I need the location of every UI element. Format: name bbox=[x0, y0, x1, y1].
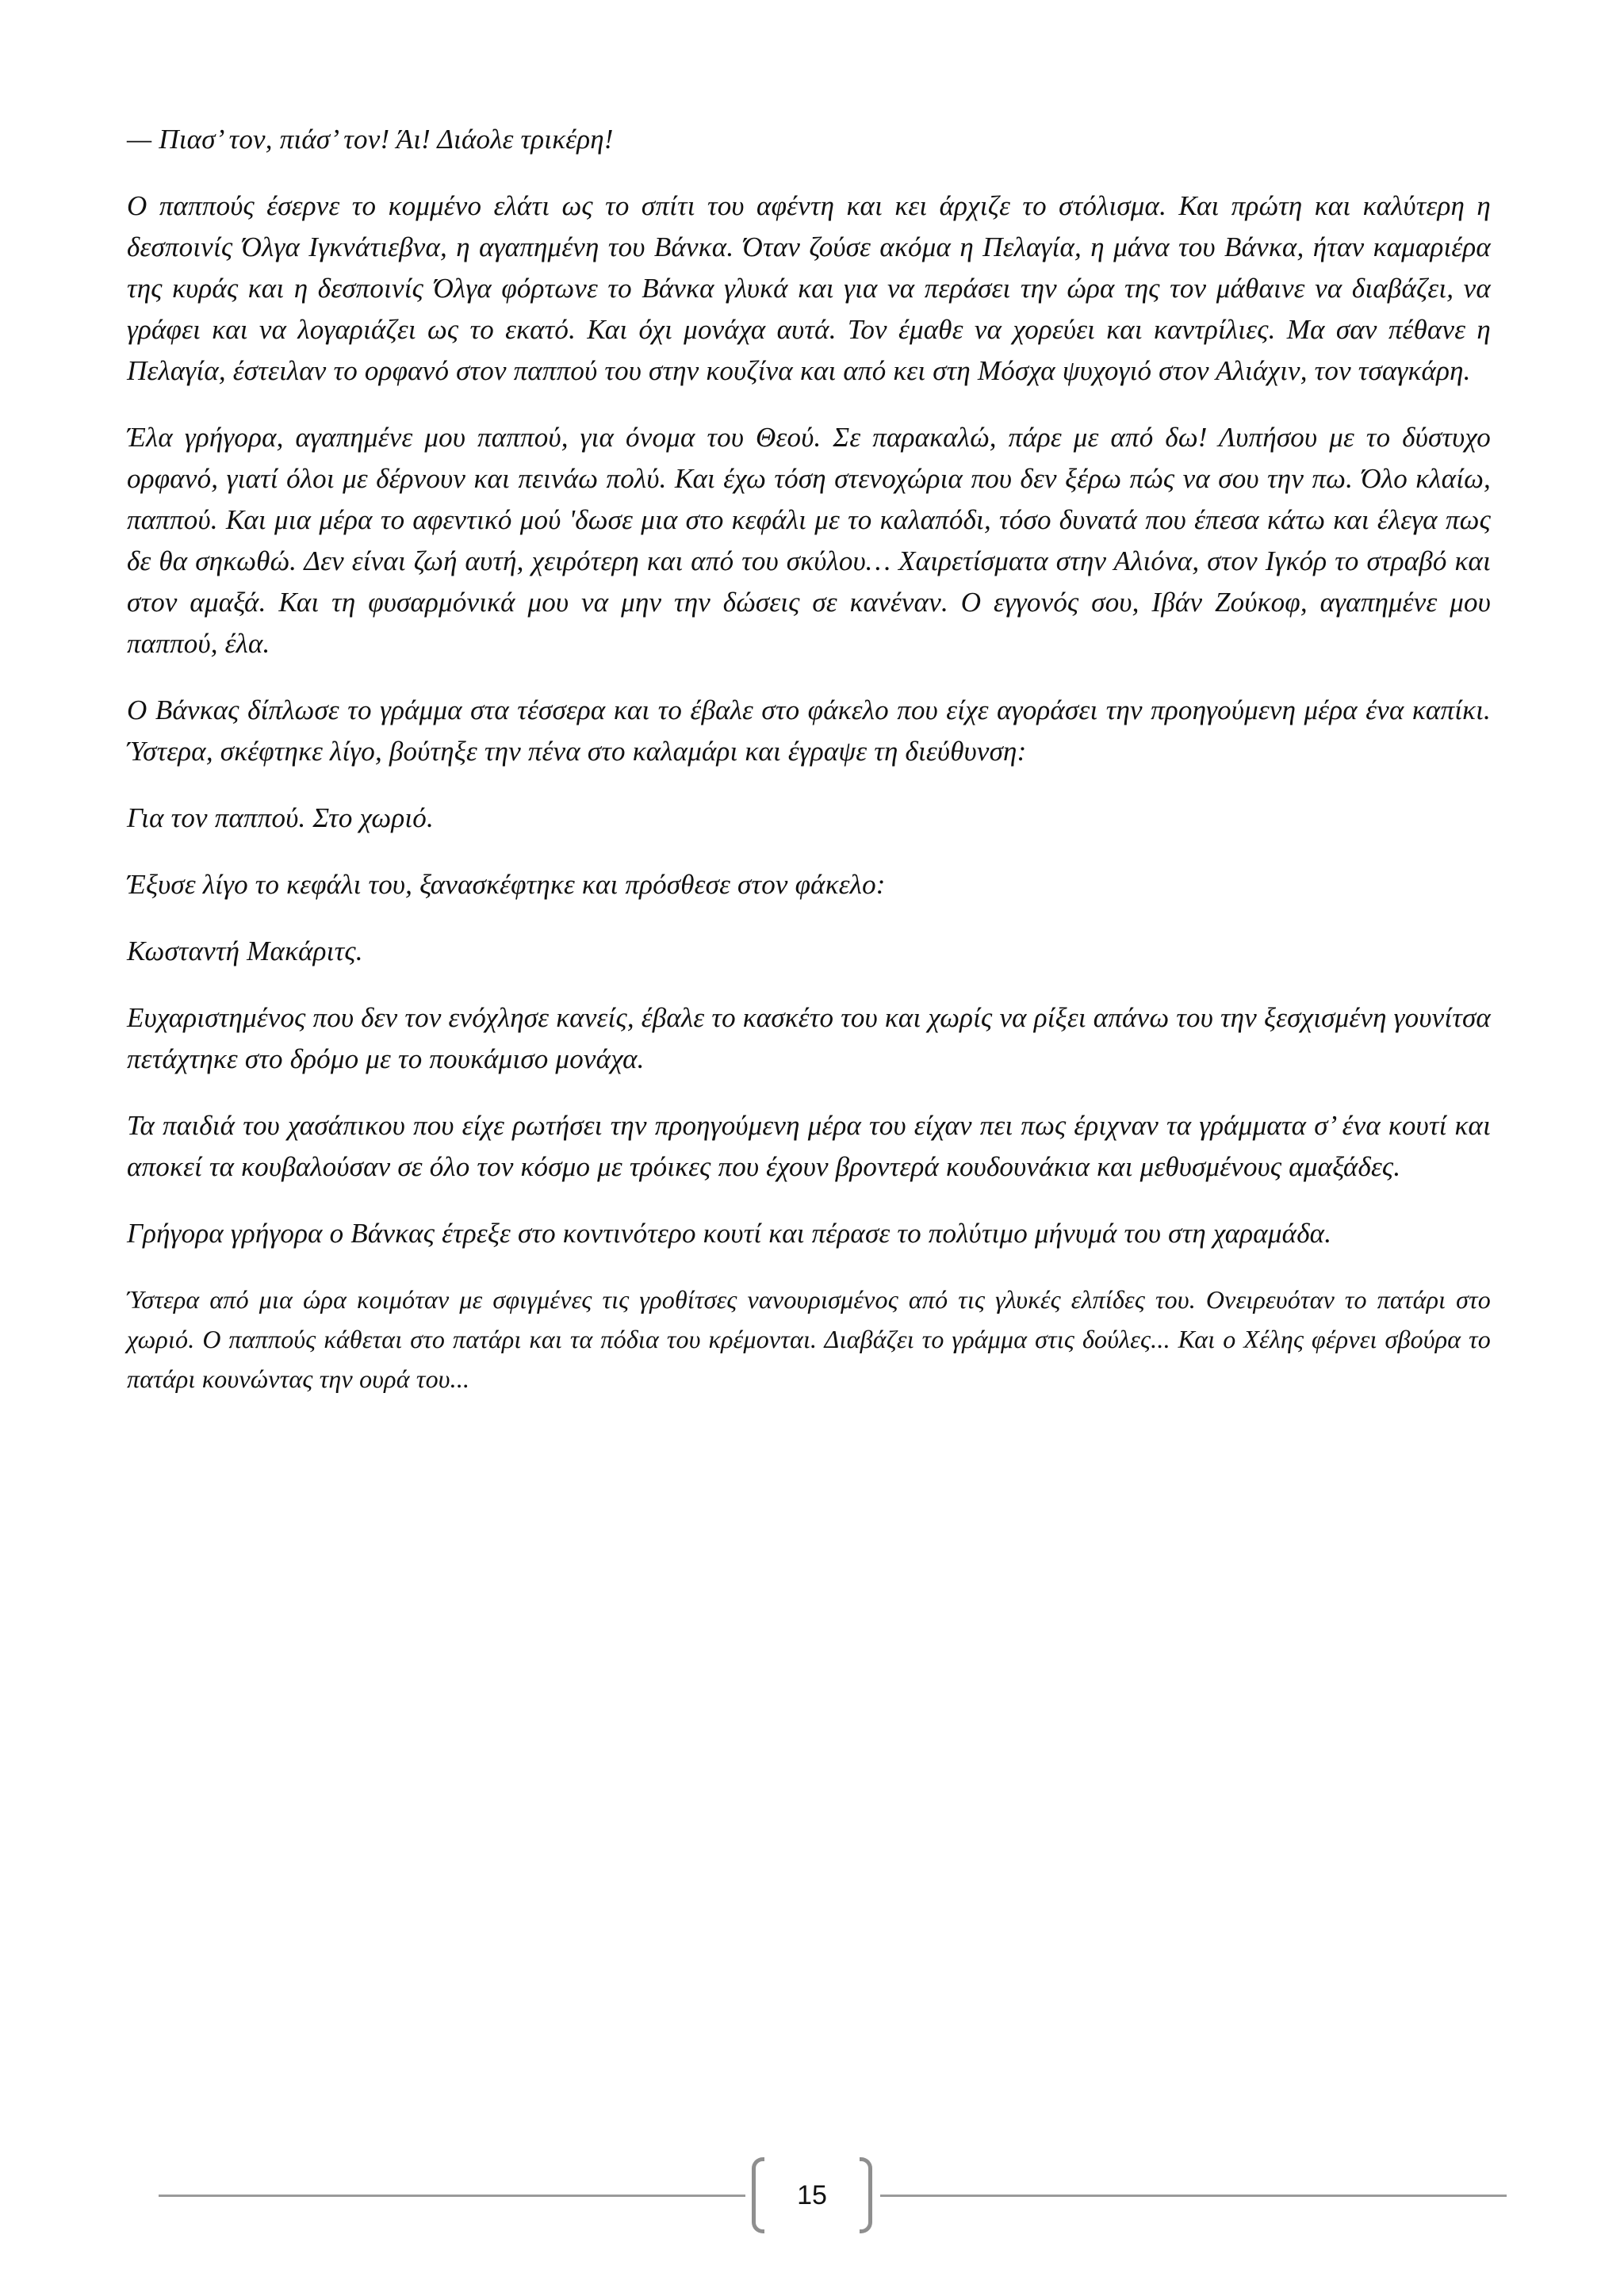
paragraph-butcher-boys: Τα παιδιά του χασάπικου που είχε ρωτήσει την προηγούμενη μέρα του είχαν πει πως έριχναν τα γράμματα σ’ ένα κουτί και αποκεί τα κουβαλούσαν σε όλο τον κόσμο με τρόικες που έχουν βροντερά κουδουνάκια και μεθυσμένους αμαξάδες. bbox=[127, 1110, 1491, 1182]
paragraph-grandfather-tree: Ο παππούς έσερνε το κομμένο ελάτι ως το σπίτι του αφέντη και κει άρχιζε το στόλισμα. Και πρώτη και καλύτερη η δεσποινίς Όλγα Ιγκνάτιεβνα, η αγαπημένη του Βάνκα. Όταν ζούσε ακόμα η Πελαγία, η μάνα του Βάνκα, ήταν καμαριέρα της κυράς και η δεσποινίς Όλγα φόρτωνε το Βάνκα γλυκά και για να περάσει την ώρα της τον μάθαινε να διαβάζει, να γράφει και να λογαριάζει ως το εκατό. Και όχι μονάχα αυτά. Τον έμαθε να χορεύει και καντρίλιες. Μα σαν πέθανε η Πελαγία, έστειλαν το ορφανό στον παππού του στην κουζίνα και από κει στη Μόσχα ψυχογιό στον Αλιάχιν, τον τσαγκάρη. bbox=[127, 190, 1491, 386]
footer-rule-right bbox=[880, 2195, 1507, 2197]
footer-rule-left bbox=[159, 2195, 745, 2197]
paragraph-recipient-name: Κωσταντή Μακάριτς. bbox=[127, 936, 363, 966]
paragraph-dialogue: — Πιασ’ τον, πιάσ’ τον! Άι! Διάολε τρικέρη! bbox=[127, 124, 614, 155]
left-bracket-icon bbox=[752, 2157, 764, 2233]
page-number: 15 bbox=[797, 2180, 827, 2210]
paragraph-address-line: Για τον παππού. Στο χωριό. bbox=[127, 802, 434, 833]
document-body bbox=[127, 119, 1491, 1424]
paragraph-added-to-envelope: Έξυσε λίγο το κεφάλι του, ξανασκέφτηκε και πρόσθεσε στον φάκελο: bbox=[127, 869, 886, 900]
paragraph-folded-letter: Ο Βάνκας δίπλωσε το γράμμα στα τέσσερα και το έβαλε στο φάκελο που είχε αγοράσει την προηγούμενη μέρα ένα καπίκι. Ύστερα, σκέφτηκε λίγο, βούτηξε την πένα στο καλαμάρι και έγραψε τη διεύθυνση: bbox=[127, 695, 1491, 767]
paragraph-dream: Ύστερα από μια ώρα κοιμόταν με σφιγμένες τις γροθίτσες νανουρισμένος από τις γλυκές ελπίδες του. Ονειρευόταν το πατάρι στο χωριό. Ο παππούς κάθεται στο πατάρι και τα πόδια του κρέμονται. Διαβάζει το γράμμα στις δούλες... Και ο Χέλης φέρνει σβούρα το πατάρι κουνώντας την ουρά του... bbox=[127, 1285, 1491, 1393]
page-footer bbox=[159, 2152, 1507, 2240]
paragraph-ran-outside: Ευχαριστημένος που δεν τον ενόχλησε κανείς, έβαλε το κασκέτο του και χωρίς να ρίξει απάνω του την ξεσχισμένη γουνίτσα πετάχτηκε στο δρόμο με το πουκάμισο μονάχα. bbox=[127, 1002, 1491, 1074]
paragraph-mailbox: Γρήγορα γρήγορα ο Βάνκας έτρεξε στο κοντινότερο κουτί και πέρασε το πολύτιμο μήνυμά του στη χαραμάδα. bbox=[127, 1218, 1332, 1249]
right-bracket-icon bbox=[860, 2157, 872, 2233]
paragraph-letter-plea: Έλα γρήγορα, αγαπημένε μου παππού, για όνομα του Θεού. Σε παρακαλώ, πάρε με από δω! Λυπήσου με το δύστυχο ορφανό, γιατί όλοι με δέρνουν και πεινάω πολύ. Και έχω τόση στενοχώρια που δεν ξέρω πώς να σου την πω. Όλο κλαίω, παππού. Και μια μέρα το αφεντικό μού 'δωσε μια στο κεφάλι με το καλαπόδι, τόσο δυνατά που έπεσα κάτω και έλεγα πως δε θα σηκωθώ. Δεν είναι ζωή αυτή, χειρότερη και από του σκύλου… Χαιρετίσματα στην Αλιόνα, στον Ιγκόρ το στραβό και στον αμαξά. Και τη φυσαρμόνικά μου να μην την δώσεις σε κανέναν. Ο εγγονός σου, Ιβάν Ζούκοφ, αγαπημένε μου παππού, έλα. bbox=[127, 422, 1491, 659]
